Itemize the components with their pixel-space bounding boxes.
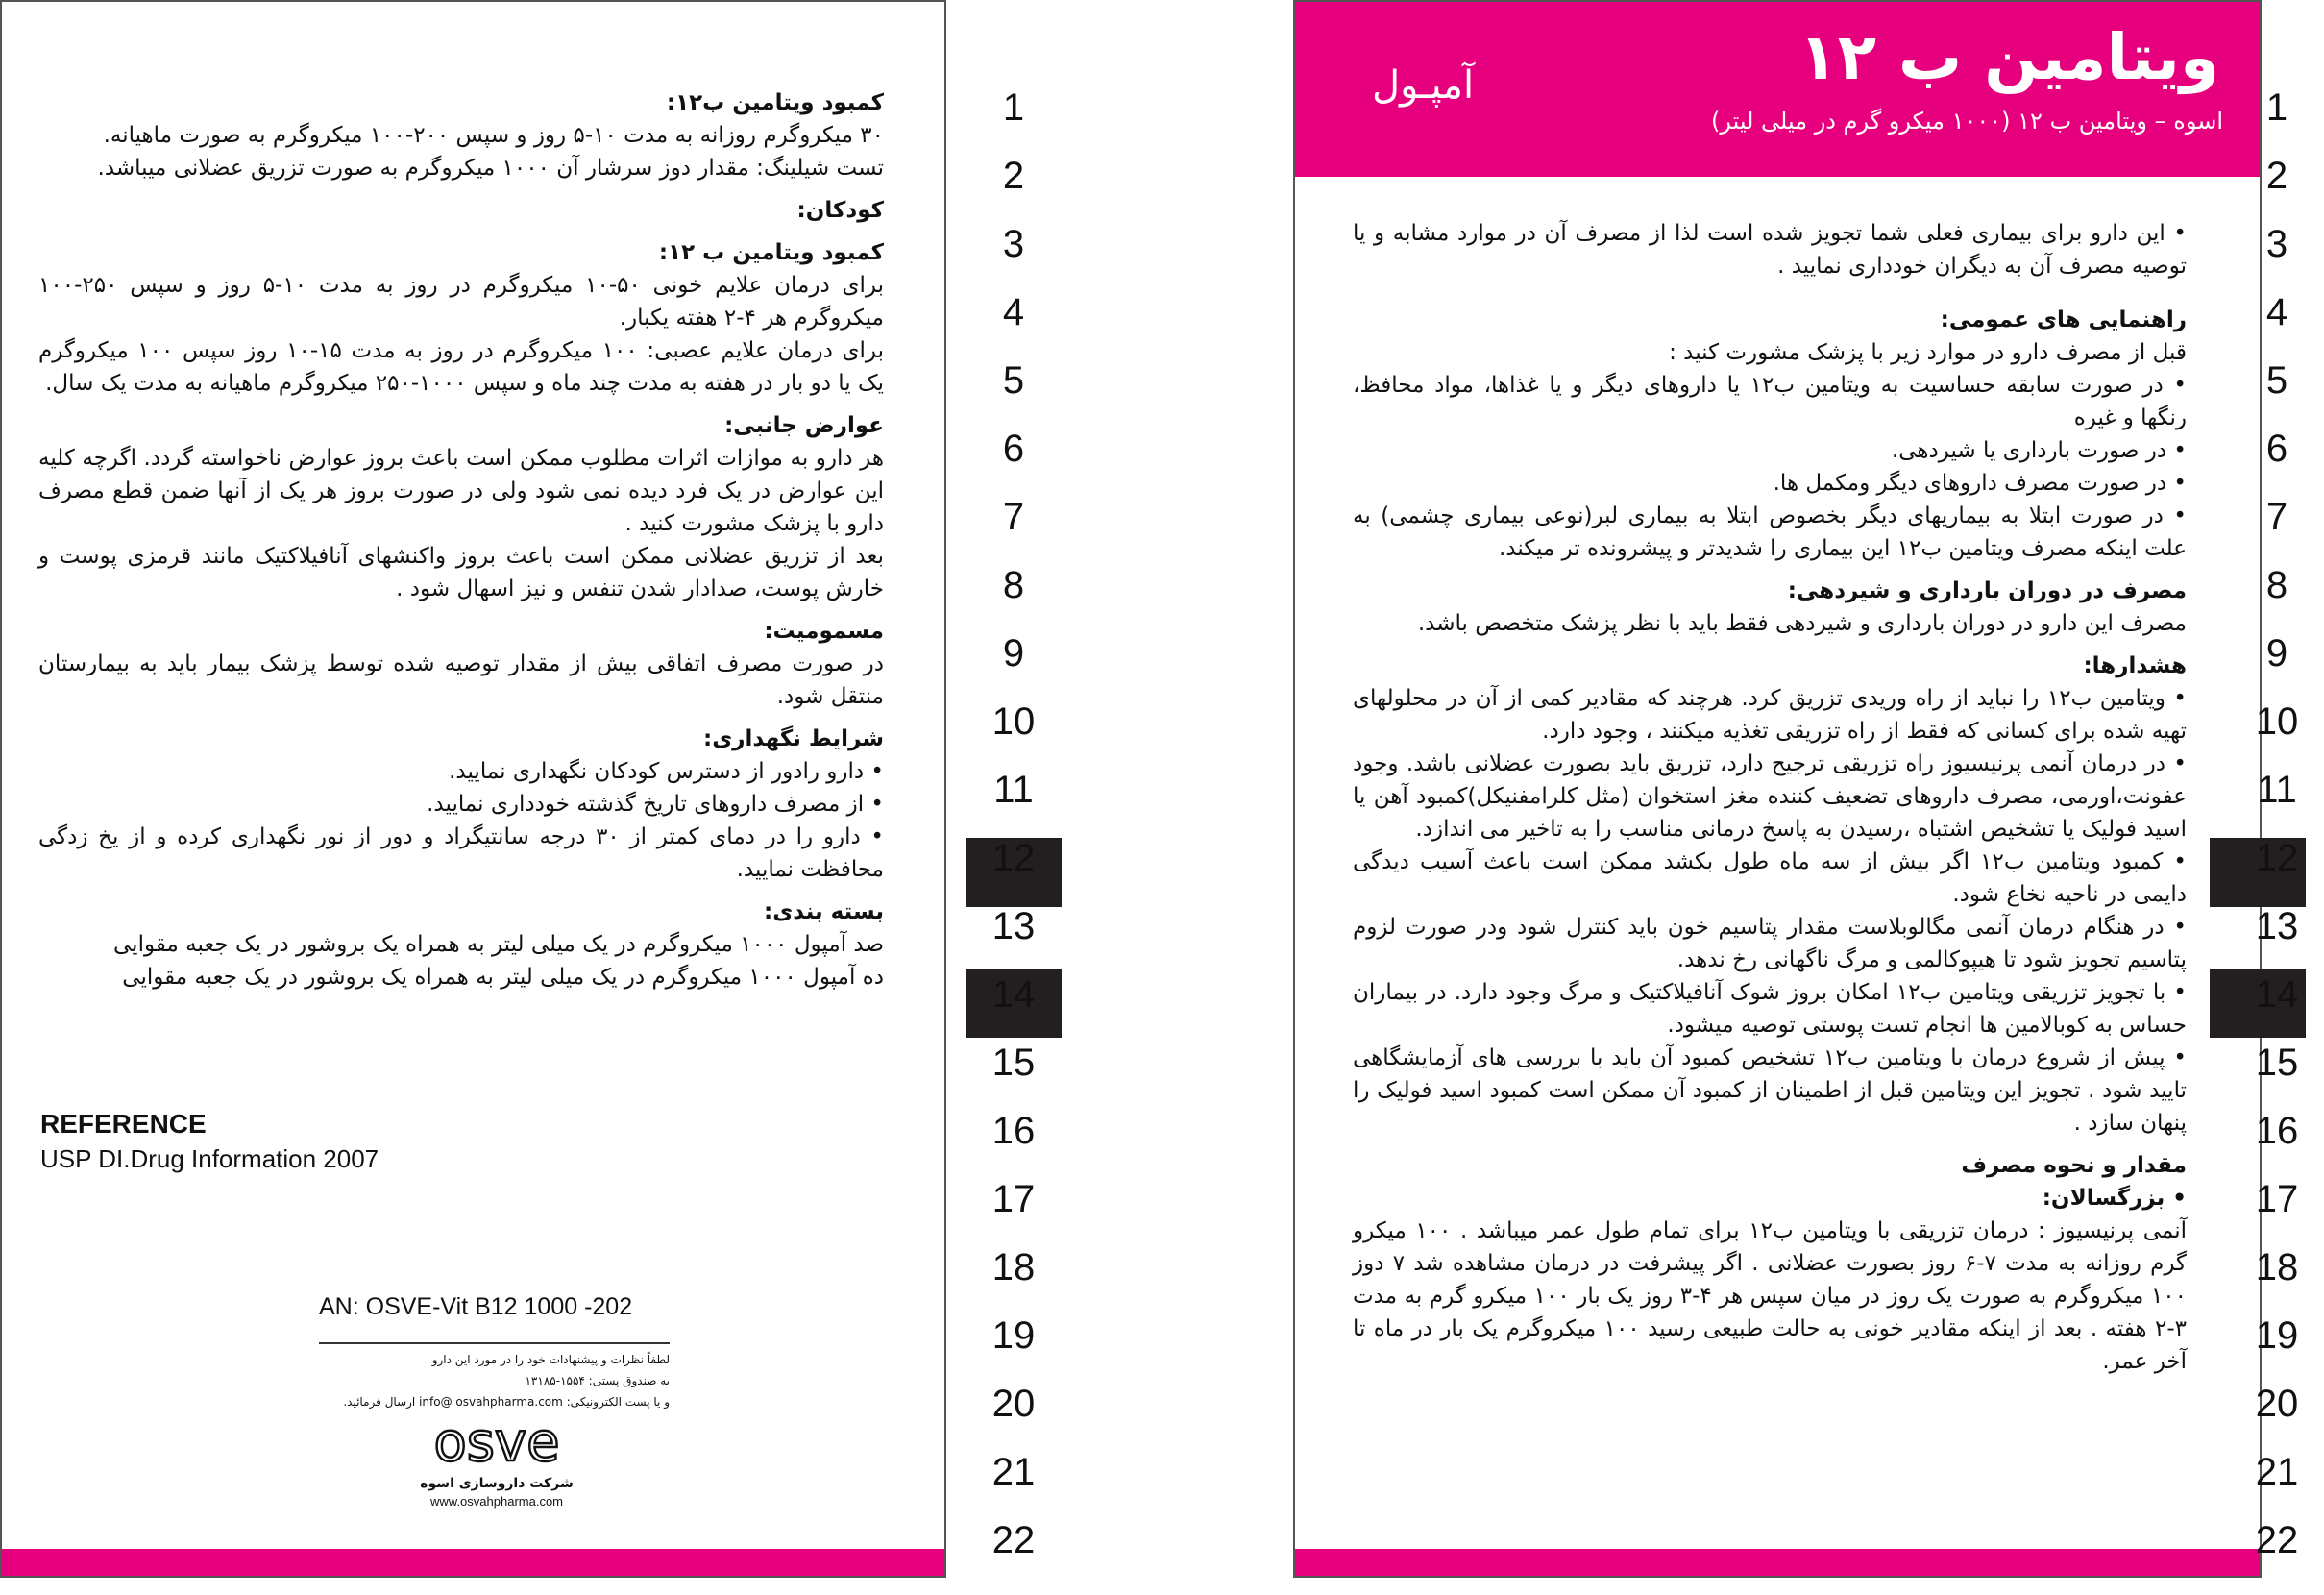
- heading-warnings: هشدارها:: [2083, 653, 2187, 678]
- text-line: • پیش از شروع درمان با ویتامین ب۱۲ تشخیص کمبود آن باید با بررسی های آزمایشگاهی تایید شود . تجویز این ویتامین قبل از اطمینان از کمبود آن ممکن است کمبود اسید فولیک را پنهان سازد .: [1353, 1045, 2187, 1136]
- page-title: ویتامین ب ۱۲: [1798, 20, 2219, 94]
- line-number: 11: [993, 769, 1034, 811]
- company-website: www.osvahpharma.com: [430, 1494, 563, 1509]
- page-subtitle: اسوه – ویتامین ب ۱۲ (۱۰۰۰ میکرو گرم در میلی لیتر): [1711, 108, 2223, 135]
- line-number: 7: [2265, 496, 2288, 538]
- line-number: 19: [991, 1314, 1036, 1357]
- text-line: تست شیلینگ: مقدار دوز سرشار آن ۱۰۰۰ میکروگرم به صورت تزریق عضلانی میباشد.: [97, 156, 884, 181]
- line-number: 3: [2265, 223, 2288, 265]
- text-line: برای درمان علایم خونی ۵۰-۱۰ میکروگرم در روز به مدت ۱۰-۵ روز و سپس ۲۵۰-۱۰۰ میکروگرم هر ۴-۲ هفته یکبار.: [38, 273, 885, 331]
- line-number: 20: [991, 1383, 1036, 1425]
- line-number: 15: [2255, 1042, 2299, 1084]
- text-line: برای درمان علایم عصبی: ۱۰۰ میکروگرم در روز به مدت ۱۵-۱۰ روز سپس ۱۰۰ میکروگرم یک یا دو بار در هفته به مدت چند ماه و سپس ۱۰۰۰-۲۵۰ میکروگرم ماهیانه به مدت یک سال.: [38, 338, 885, 396]
- left-page: [0, 0, 946, 1578]
- text-line: ده آمپول ۱۰۰۰ میکروگرم در یک میلی لیتر به همراه یک بروشور در یک جعبه مقوایی: [122, 965, 884, 990]
- osve-logo-icon: [415, 1412, 578, 1470]
- line-number: 10: [991, 700, 1036, 743]
- line-number: 1: [2265, 86, 2288, 129]
- text-line: • این دارو برای بیماری فعلی شما تجویز شده است لذا از مصرف آن در موارد مشابه و یا توصیه مصرف آن به دیگران خودداری نمایید .: [1353, 221, 2187, 279]
- text-line: هر دارو به موازات اثرات مطلوب ممکن است باعث بروز عوارض ناخواسته گردد. اگرچه کلیه این عوارض در یک فرد دیده نمی شود ولی در صورت بروز هر یک از آنها ضمن قطع مصرف دارو با پزشک مشورت کنید .: [38, 446, 884, 536]
- heading-adults: • بزرگسالان:: [2042, 1186, 2187, 1211]
- text-line: در صورت مصرف اتفاقی بیش از مقدار توصیه شده توسط پزشک بیمار باید به بیمارستان منتقل شود.: [38, 651, 884, 709]
- heading-side-effects: عوارض جانبی:: [724, 413, 884, 438]
- text-line: • در صورت بارداری یا شیردهی.: [1891, 438, 2187, 463]
- text-line: • کمبود ویتامین ب۱۲ اگر بیش از سه ماه طول بکشد ممکن است باعث آسیب دیدگی دایمی در ناحیه نخاع شود.: [1353, 849, 2187, 907]
- line-number: 18: [2255, 1246, 2299, 1288]
- bottom-accent-bar: [2, 1549, 944, 1576]
- line-number: 22: [991, 1519, 1036, 1561]
- text-line: • در هنگام درمان آنمی مگالوبلاست مقدار پتاسیم خون باید کنترل شود ودر صورت لزوم پتاسیم تجویز شود تا هیپوکالمی و مرگ ناگهانی رخ ندهد.: [1353, 915, 2187, 972]
- line-number: 19: [2255, 1314, 2299, 1357]
- line-number: 15: [991, 1042, 1036, 1084]
- line-number: 4: [2265, 291, 2288, 333]
- heading-adult-b12-deficiency: کمبود ویتامین ب۱۲:: [666, 90, 884, 115]
- company-name: شرکت داروسازی اسوه: [420, 1476, 574, 1491]
- heading-storage: شرایط نگهداری:: [703, 726, 884, 751]
- header-banner: [1295, 2, 2260, 177]
- line-number: 20: [2255, 1383, 2299, 1425]
- line-number: 21: [991, 1451, 1036, 1493]
- line-number: 6: [1002, 428, 1025, 470]
- line-number: 4: [1002, 291, 1025, 333]
- line-number-column-right: [2210, 0, 2306, 1595]
- text-line: • دارو رادور از دسترس کودکان نگهداری نمایید.: [449, 759, 884, 784]
- line-number: 22: [2255, 1519, 2299, 1561]
- text-line: • از مصرف داروهای تاریخ گذشته خودداری نمایید.: [427, 792, 884, 817]
- line-number: 17: [991, 1178, 1036, 1220]
- reference-text: USP DI.Drug Information 2007: [40, 1144, 379, 1173]
- line-number: 10: [2255, 700, 2299, 743]
- line-number: 14: [2255, 973, 2299, 1016]
- line-number: 16: [2255, 1110, 2299, 1152]
- right-content: [1353, 217, 2187, 1378]
- line-number: 1: [1002, 86, 1025, 129]
- heading-general-guidance: راهنمایی های عمومی:: [1940, 307, 2187, 332]
- text-line: • در صورت سابقه حساسیت به ویتامین ب۱۲ یا داروهای دیگر و یا غذاها، مواد محافظ، رنگها و غیره: [1353, 373, 2188, 430]
- company-logo: [415, 1412, 578, 1510]
- heading-children-b12-deficiency: کمبود ویتامین ب ۱۲:: [658, 240, 884, 265]
- left-content: [38, 77, 884, 994]
- line-number: 13: [2255, 905, 2299, 947]
- heading-packaging: بسته بندی:: [764, 899, 884, 924]
- text-line: صد آمپول ۱۰۰۰ میکروگرم در یک میلی لیتر به همراه یک بروشور در یک جعبه مقوایی: [113, 932, 884, 957]
- an-code: AN: OSVE-Vit B12 1000 -202: [319, 1293, 633, 1320]
- line-number: 9: [2265, 632, 2288, 675]
- line-number: 9: [1002, 632, 1025, 675]
- heading-pregnancy: مصرف در دوران بارداری و شیردهی:: [1787, 578, 2187, 603]
- contact-line: به صندوق پستی: ۱۵۵۴-۱۳۱۸۵: [525, 1374, 670, 1387]
- text-line: • دارو را در دمای کمتر از ۳۰ درجه سانتیگراد و دور از نور نگهداری کرده و از یخ زدگی محافظت نمایید.: [38, 824, 884, 882]
- line-number: 8: [1002, 564, 1025, 606]
- line-number: 5: [2265, 359, 2288, 402]
- text-line: • در صورت مصرف داروهای دیگر ومکمل ها.: [1773, 471, 2187, 496]
- right-page: [1293, 0, 2262, 1578]
- line-number-column-left: [966, 0, 1062, 1595]
- text-line: ۳۰ میکروگرم روزانه به مدت ۱۰-۵ روز و سپس ۲۰۰-۱۰۰ میکروگرم به صورت ماهیانه.: [103, 123, 884, 148]
- heading-children: کودکان:: [796, 198, 884, 223]
- reference-title: REFERENCE: [40, 1109, 207, 1139]
- line-number: 12: [991, 837, 1036, 879]
- logo-text: osve: [433, 1412, 560, 1470]
- line-number: 5: [1002, 359, 1025, 402]
- text-line: آنمی پرنیسیوز : درمان تزریقی با ویتامین ب۱۲ برای تمام طول عمر میباشد . ۱۰۰ میکرو گرم روزانه به مدت ۷-۶ روز بصورت عضلانی . اگر پیشرفت در درمان مشاهده شد ۷ دوز ۱۰۰ میکروگرم به صورت یک روز در میان سپس هر ۴-۳ روز یک بار ۱۰۰ میکرو گرم به مدت ۳-۲ هفته . بعد از اینکه مقادیر خونی به حالت طبیعی رسید ۱۰۰ میکروگرم یک بار در ماه تا آخر عمر.: [1353, 1218, 2187, 1374]
- text-line: مصرف این دارو در دوران بارداری و شیردهی فقط باید با نظر پزشک متخصص باشد.: [1417, 611, 2187, 636]
- line-number: 7: [1002, 496, 1025, 538]
- reference-block: [40, 1107, 379, 1176]
- line-number: 2: [1002, 155, 1025, 197]
- line-number: 3: [1002, 223, 1025, 265]
- text-line: بعد از تزریق عضلانی ممکن است باعث بروز واکنشهای آنافیلاکتیک مانند قرمزی پوست و خارش پوست، صدادار شدن تنفس و نیز اسهال شود .: [38, 544, 884, 601]
- line-number: 6: [2265, 428, 2288, 470]
- line-number: 2: [2265, 155, 2288, 197]
- line-number: 16: [991, 1110, 1036, 1152]
- heading-dosage: مقدار و نحوه مصرف: [1961, 1153, 2187, 1178]
- contact-line: و یا پست الکترونیکی: info@ osvahpharma.com ارسال فرمائید.: [343, 1395, 670, 1409]
- text-line: • در صورت ابتلا به بیماریهای دیگر بخصوص ابتلا به بیماری لبر(نوعی بیماری چشمی) به علت اینکه مصرف ویتامین ب۱۲ این بیماری را شدیدتر و پیشرونده تر میکند.: [1353, 503, 2187, 561]
- heading-toxicity: مسمومیت:: [764, 619, 884, 644]
- line-number: 14: [991, 973, 1036, 1016]
- text-line: • در درمان آنمی پرنیسیوز راه تزریقی ترجیح دارد، تزریق باید بصورت عضلانی باشد. وجود عفونت،اورمی، مصرف داروهای تضعیف کننده مغز استخوان (مثل کلرامفنیکل)کمبود آهن یا اسید فولیک یا تشخیص اشتباه ،رسیدن به پاسخ درمانی مناسب را به تاخیر می اندازد.: [1353, 751, 2187, 842]
- line-number: 8: [2265, 564, 2288, 606]
- contact-block: [319, 1349, 670, 1412]
- text-line: • با تجویز تزریقی ویتامین ب۱۲ امکان بروز شوک آنافیلاکتیک و مرگ وجود دارد. در بیماران حساس به کوبالامین ها انجام تست پوستی توصیه میشود.: [1353, 980, 2187, 1038]
- line-number: 17: [2255, 1178, 2299, 1220]
- line-number: 13: [991, 905, 1036, 947]
- bottom-accent-bar: [1295, 1549, 2260, 1576]
- text-line: • ویتامین ب۱۲ را نباید از راه وریدی تزریق کرد. هرچند که مقادیر کمی از آن در محلولهای تهیه شده برای کسانی که فقط از راه تزریقی تغذیه میکنند ، وجود دارد.: [1353, 686, 2187, 744]
- text-line: قبل از مصرف دارو در موارد زیر با پزشک مشورت کنید :: [1669, 340, 2187, 365]
- line-number: 12: [2255, 837, 2299, 879]
- line-number: 21: [2255, 1451, 2299, 1493]
- divider: [319, 1342, 670, 1344]
- dosage-form: آمپـول: [1372, 63, 1475, 108]
- contact-line: لطفاً نظرات و پیشنهادات خود را در مورد این دارو: [431, 1353, 670, 1366]
- line-number: 11: [2257, 769, 2297, 811]
- line-number: 18: [991, 1246, 1036, 1288]
